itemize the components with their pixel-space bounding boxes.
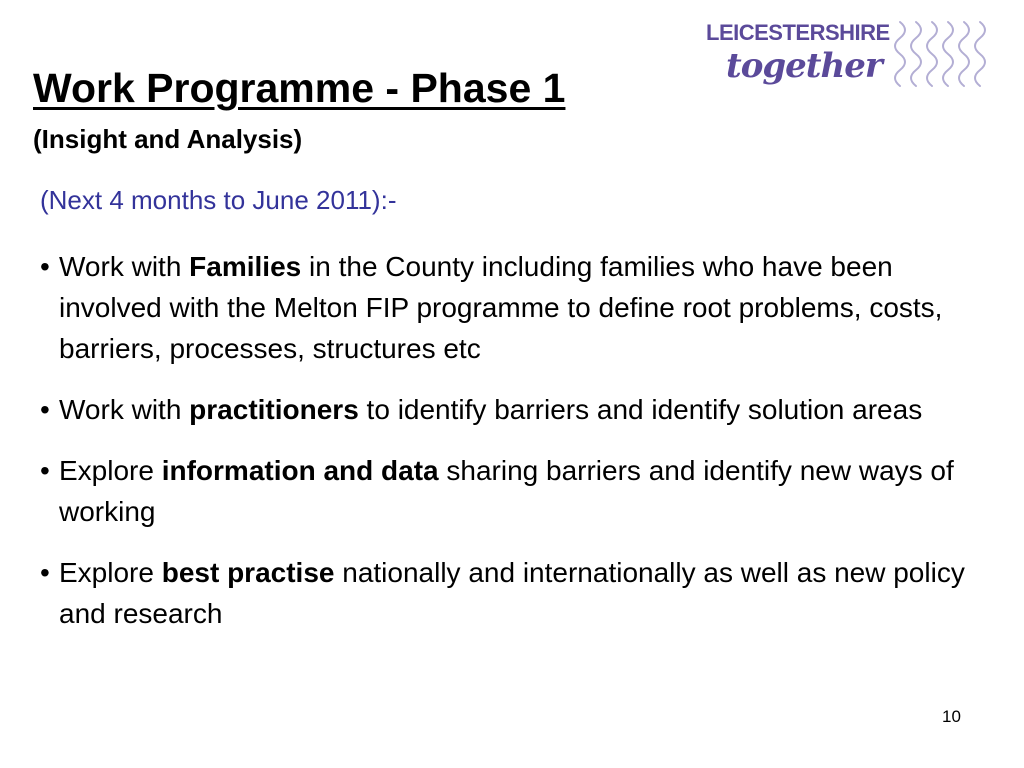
bullet-item — [40, 246, 990, 369]
bullet-dot: • — [40, 455, 50, 486]
bullet-item — [40, 552, 990, 634]
bullet-text-after: nationally and internationally as well as new policy and research — [59, 557, 965, 629]
logo-tagline: together — [726, 46, 882, 86]
bullet-text-before: Work with — [59, 394, 190, 425]
bullet-text-before: Work with — [59, 251, 190, 282]
page-number: 10 — [942, 707, 961, 726]
bullet-list — [40, 246, 990, 654]
bullet-text-bold: practitioners — [189, 394, 359, 425]
bullet-item — [40, 389, 990, 430]
bullet-text-before: Explore — [59, 557, 162, 588]
bullet-dot: • — [40, 557, 50, 588]
leicestershire-together-logo — [706, 14, 1002, 96]
bullet-text-after: to identify barriers and identify solution areas — [358, 394, 923, 425]
bullet-text-bold: Families — [189, 251, 302, 282]
bullet-text-after: in the County including families who have been involved with the Melton FIP programme to define root problems, costs, barriers, processes, structures etc — [59, 251, 943, 364]
logo-name: LEICESTERSHIRE — [706, 20, 890, 45]
bullet-text-bold: best practise — [161, 557, 335, 588]
bullet-text-bold: information and data — [161, 455, 439, 486]
logo-swirls-icon — [892, 14, 1002, 96]
slide-title: Work Programme - Phase 1 — [33, 65, 566, 111]
bullet-text-after: sharing barriers and identify new ways of working — [59, 455, 954, 527]
timeframe-text: (Next 4 months to June 2011):- — [40, 185, 397, 215]
bullet-item — [40, 450, 990, 532]
slide-subtitle: (Insight and Analysis) — [33, 124, 303, 154]
bullet-dot: • — [40, 394, 50, 425]
bullet-dot: • — [40, 251, 50, 282]
bullet-text-before: Explore — [59, 455, 162, 486]
